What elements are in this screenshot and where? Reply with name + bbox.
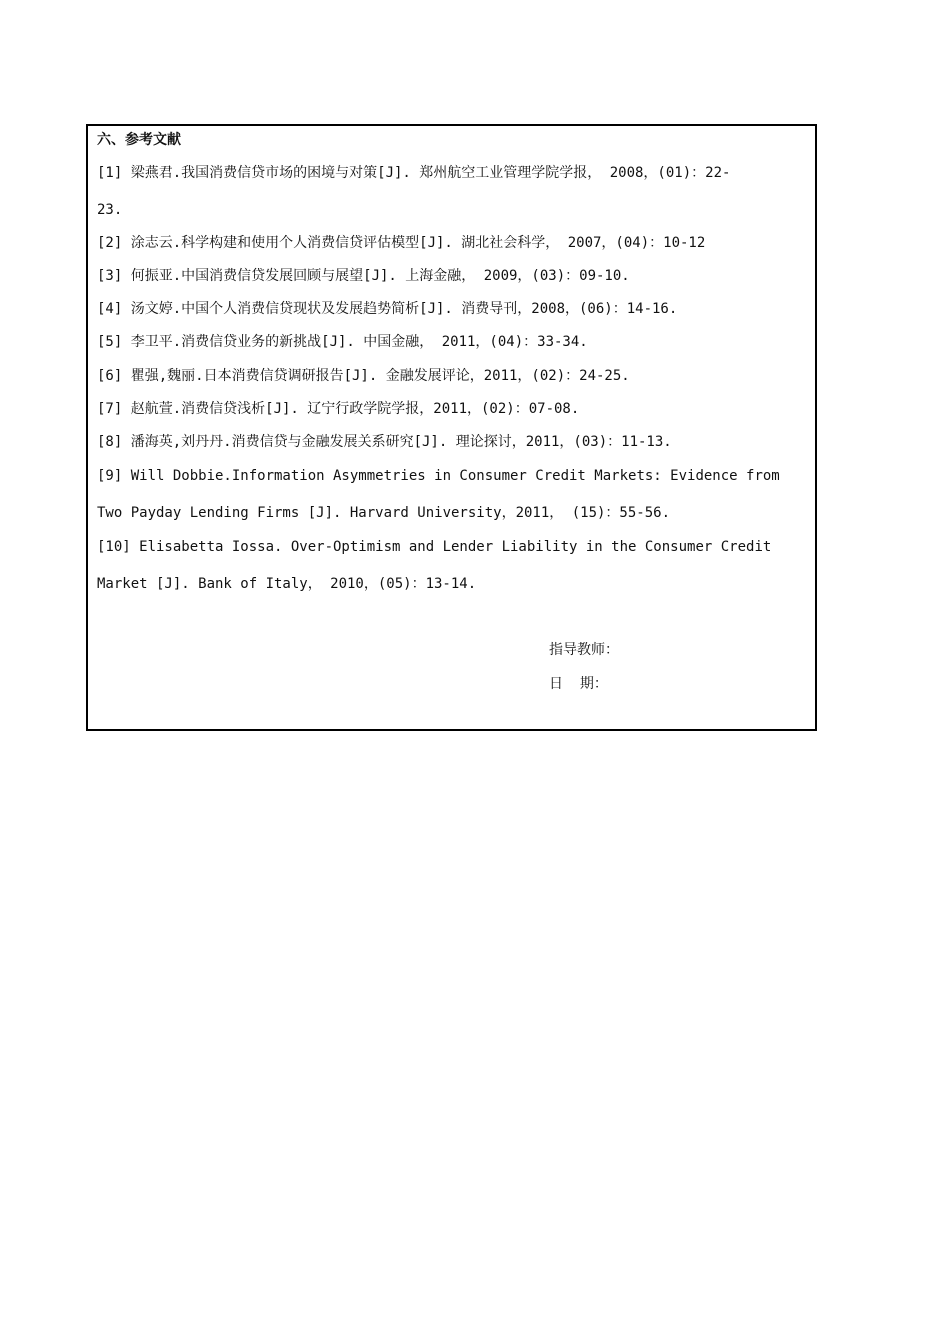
reference-2: [2] 涂志云.科学构建和使用个人消费信贷评估模型[J]. 湖北社会科学， 2007，(04)：10-12	[97, 235, 706, 251]
date-label: 日 期：	[549, 676, 608, 692]
reference-10-line-2: Market [J]. Bank of Italy， 2010，(05)：13-14.	[97, 576, 477, 592]
reference-7: [7] 赵航萱.消费信贷浅析[J]. 辽宁行政学院学报，2011，(02)：07-08.	[97, 401, 580, 417]
reference-9-line-2: Two Payday Lending Firms [J]. Harvard University，2011， (15)：55-56.	[97, 505, 671, 521]
reference-6: [6] 瞿强,魏丽.日本消费信贷调研报告[J]. 金融发展评论，2011，(02)：24-25.	[97, 368, 630, 384]
section-heading: 六、参考文献	[97, 132, 181, 148]
reference-9-line-1: [9] Will Dobbie.Information Asymmetries in Consumer Credit Markets: Evidence from	[97, 468, 780, 484]
reference-1-line-1: [1] 梁燕君.我国消费信贷市场的困境与对策[J]. 郑州航空工业管理学院学报， 2008，(01)：22-	[97, 165, 731, 181]
reference-8: [8] 潘海英,刘丹丹.消费信贷与金融发展关系研究[J]. 理论探讨，2011，(03)：11-13.	[97, 434, 672, 450]
reference-5: [5] 李卫平.消费信贷业务的新挑战[J]. 中国金融， 2011，(04)：33-34.	[97, 334, 588, 350]
reference-10-line-1: [10] Elisabetta Iossa. Over-Optimism and Lender Liability in the Consumer Credit	[97, 539, 772, 555]
references-box	[86, 124, 817, 731]
reference-1-line-2: 23.	[97, 202, 123, 218]
advisor-label: 指导教师：	[549, 642, 619, 658]
reference-4: [4] 汤文婷.中国个人消费信贷现状及发展趋势简析[J]. 消费导刊，2008，(06)：14-16.	[97, 301, 678, 317]
reference-3: [3] 何振亚.中国消费信贷发展回顾与展望[J]. 上海金融， 2009，(03)：09-10.	[97, 268, 630, 284]
